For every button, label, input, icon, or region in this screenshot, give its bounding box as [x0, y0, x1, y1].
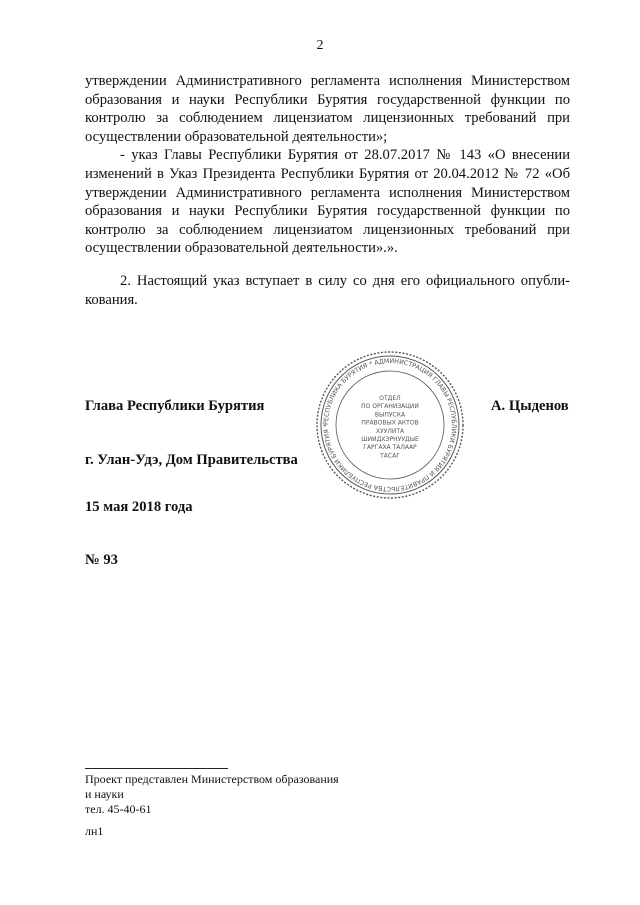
signature-role: Глава Республики Бурятия [85, 398, 265, 414]
footnote-line-2: и науки [85, 787, 124, 801]
seal-ring-text: РЕСПУБЛИКА БУРЯТИЯ * АДМИНИСТРАЦИЯ ГЛАВЫ РЕСПУБЛИКИ БУРЯТИЯ И ПРАВИТЕЛЬСТВА РЕСПУБЛИКИ БУРЯТИЯ * [322, 357, 458, 493]
seal-center-line: ТАСАГ [380, 452, 400, 460]
official-seal [315, 350, 465, 500]
signature-name: А. Цыденов [491, 398, 569, 414]
issue-place: г. Улан-Удэ, Дом Правительства [85, 452, 298, 468]
issue-date: 15 мая 2018 года [85, 499, 193, 515]
seal-center-line: ХУУЛИТА [375, 427, 405, 435]
seal-center-line: ШИИДХЭРНУУДЫЕ [361, 436, 419, 443]
decree-number: № 93 [85, 552, 118, 568]
seal-center-line: ГАРГАХА ТАЛААР [363, 444, 417, 452]
seal-center-line: ПРАВОВЫХ АКТОВ [361, 419, 419, 427]
footnote [85, 772, 339, 817]
document-code: лн1 [85, 824, 104, 838]
document-body [85, 72, 570, 309]
footnote-phone: тел. 45-40-61 [85, 802, 152, 816]
page-number: 2 [316, 38, 324, 53]
footnote-line-1: Проект представлен Министерством образования [85, 772, 339, 786]
seal-center-line: ПО ОРГАНИЗАЦИИ [361, 403, 419, 411]
seal-center-line: ВЫПУСКА [374, 411, 406, 419]
seal-center-text [361, 395, 419, 459]
paragraph-continuation: утверждении Административного регламента исполнения Министерством образования и науки Республики Бурятия государственной функции по контролю за соблюдением лицензиатом лицензионных требований при осуществлении образовательной деятельности»; [85, 73, 570, 145]
seal-center-line: ОТДЕЛ [379, 395, 401, 402]
paragraph-decree-item: - указ Главы Республики Бурятия от 28.07.2017 № 143 «О внесении изменений в Указ Президента Республики Бурятия от 20.04.2012 № 72 «Об утверждении Административного регламента исполнения Министерством образования и науки Республики Бурятия государственной функции по контролю за соблюдением лицензиатом лицензионных требований при осуществлении образовательной деятельности».». [85, 147, 570, 257]
footnote-divider [85, 768, 228, 769]
paragraph-effective: 2. Настоящий указ вступает в силу со дня его официального опубли-кования. [85, 272, 570, 308]
